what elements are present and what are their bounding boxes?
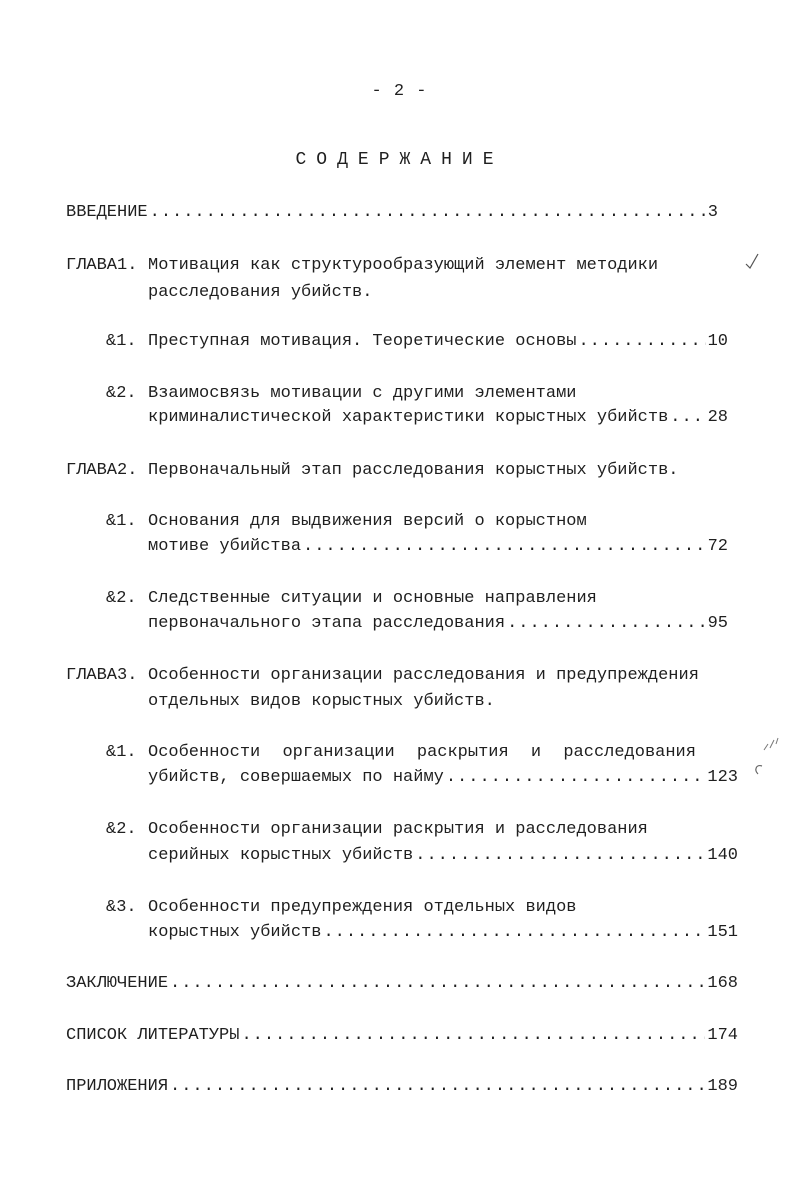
toc-entry-label: корыстных убийств [148, 923, 322, 942]
toc-entry-section-2-2[interactable] [148, 612, 728, 636]
toc-entry-page: 10 [707, 332, 728, 351]
toc-entry-section-3-3[interactable] [148, 921, 738, 945]
toc-title: СОДЕРЖАНИЕ [295, 150, 504, 170]
toc-entry-page: 3 [707, 203, 718, 222]
word: и [530, 743, 542, 762]
leader-dots [241, 1024, 705, 1048]
leader-dots [578, 330, 705, 354]
toc-entry-page: 95 [707, 614, 728, 633]
toc-entry-page: 168 [707, 974, 738, 993]
leader-dots [303, 535, 706, 559]
section-1-2-line1[interactable]: Взаимосвязь мотивации с другими элементами [148, 384, 577, 403]
chapter-1-prefix: ГЛАВА1. [66, 256, 138, 275]
leader-dots [323, 921, 705, 945]
word: организации [282, 743, 395, 762]
toc-entry-label: Преступная мотивация. Теоретические основы [148, 332, 577, 351]
toc-entry-section-3-1[interactable] [148, 766, 738, 790]
leader-dots [150, 201, 706, 225]
toc-entry-label: ВВЕДЕНИЕ [66, 203, 148, 222]
toc-entry-page: 189 [707, 1077, 738, 1096]
toc-entry-conclusion[interactable] [66, 972, 738, 996]
section-3-2-line1[interactable]: Особенности организации раскрытия и расследования [148, 820, 648, 839]
leader-dots [170, 972, 705, 996]
handwritten-margin-note-icon [750, 730, 784, 786]
chapter-1-title-line2[interactable]: расследования убийств. [148, 283, 373, 302]
toc-entry-page: 151 [707, 923, 738, 942]
word: Особенности [148, 743, 261, 762]
word: раскрытия [416, 743, 509, 762]
section-1-1-prefix: &1. [106, 332, 137, 351]
chapter-3-prefix: ГЛАВА3. [66, 666, 138, 685]
chapter-3-title-line2[interactable]: отдельных видов корыстных убийств. [148, 692, 495, 711]
section-2-1-prefix: &1. [106, 512, 137, 531]
toc-entry-intro[interactable] [66, 201, 718, 225]
toc-entry-bibliography[interactable] [66, 1024, 738, 1048]
toc-entry-label: первоначального этапа расследования [148, 614, 506, 633]
toc-entry-label: криминалистической характеристики корыстных убийств [148, 408, 669, 427]
chapter-3-title-line1[interactable]: Особенности организации расследования и предупреждения [148, 666, 699, 685]
toc-entry-label: убийств, совершаемых по найму [148, 768, 444, 787]
leader-dots [415, 844, 705, 868]
section-2-2-prefix: &2. [106, 589, 137, 608]
toc-entry-appendix[interactable] [66, 1075, 738, 1099]
section-2-1-line1[interactable]: Основания для выдвижения версий о корыстном [148, 512, 587, 531]
chapter-2-prefix: ГЛАВА2. [66, 461, 138, 480]
section-1-2-prefix: &2. [106, 384, 137, 403]
leader-dots [170, 1075, 705, 1099]
toc-entry-page: 140 [707, 846, 738, 865]
pen-check-mark-icon [744, 252, 760, 272]
leader-dots [507, 612, 706, 636]
chapter-2-title-line1[interactable]: Первоначальный этап расследования корыстных убийств. [148, 461, 679, 480]
toc-entry-label: СПИСОК ЛИТЕРАТУРЫ [66, 1026, 240, 1045]
toc-entry-section-3-2[interactable] [148, 844, 738, 868]
leader-dots [446, 766, 706, 790]
section-3-3-line1[interactable]: Особенности предупреждения отдельных видов [148, 898, 577, 917]
toc-entry-label: мотиве убийства [148, 537, 302, 556]
toc-entry-section-1-1[interactable] [148, 330, 728, 354]
section-3-1-prefix: &1. [106, 743, 137, 762]
toc-entry-page: 28 [707, 408, 728, 427]
toc-entry-page: 123 [707, 768, 738, 787]
section-3-2-prefix: &2. [106, 820, 137, 839]
page-number: - 2 - [371, 82, 428, 101]
toc-entry-label: ПРИЛОЖЕНИЯ [66, 1077, 169, 1096]
chapter-1-title-line1[interactable]: Мотивация как структурообразующий элемент методики [148, 256, 659, 275]
toc-entry-section-2-1[interactable] [148, 535, 728, 559]
toc-entry-label: серийных корыстных убийств [148, 846, 414, 865]
toc-entry-page: 72 [707, 537, 728, 556]
toc-entry-section-1-2[interactable] [148, 406, 728, 430]
section-2-2-line1[interactable]: Следственные ситуации и основные направления [148, 589, 597, 608]
toc-entry-page: 174 [707, 1026, 738, 1045]
word: расследования [563, 743, 696, 762]
section-3-3-prefix: &3. [106, 898, 137, 917]
leader-dots [670, 406, 705, 430]
section-3-1-line1[interactable] [148, 741, 696, 765]
toc-entry-label: ЗАКЛЮЧЕНИЕ [66, 974, 169, 993]
